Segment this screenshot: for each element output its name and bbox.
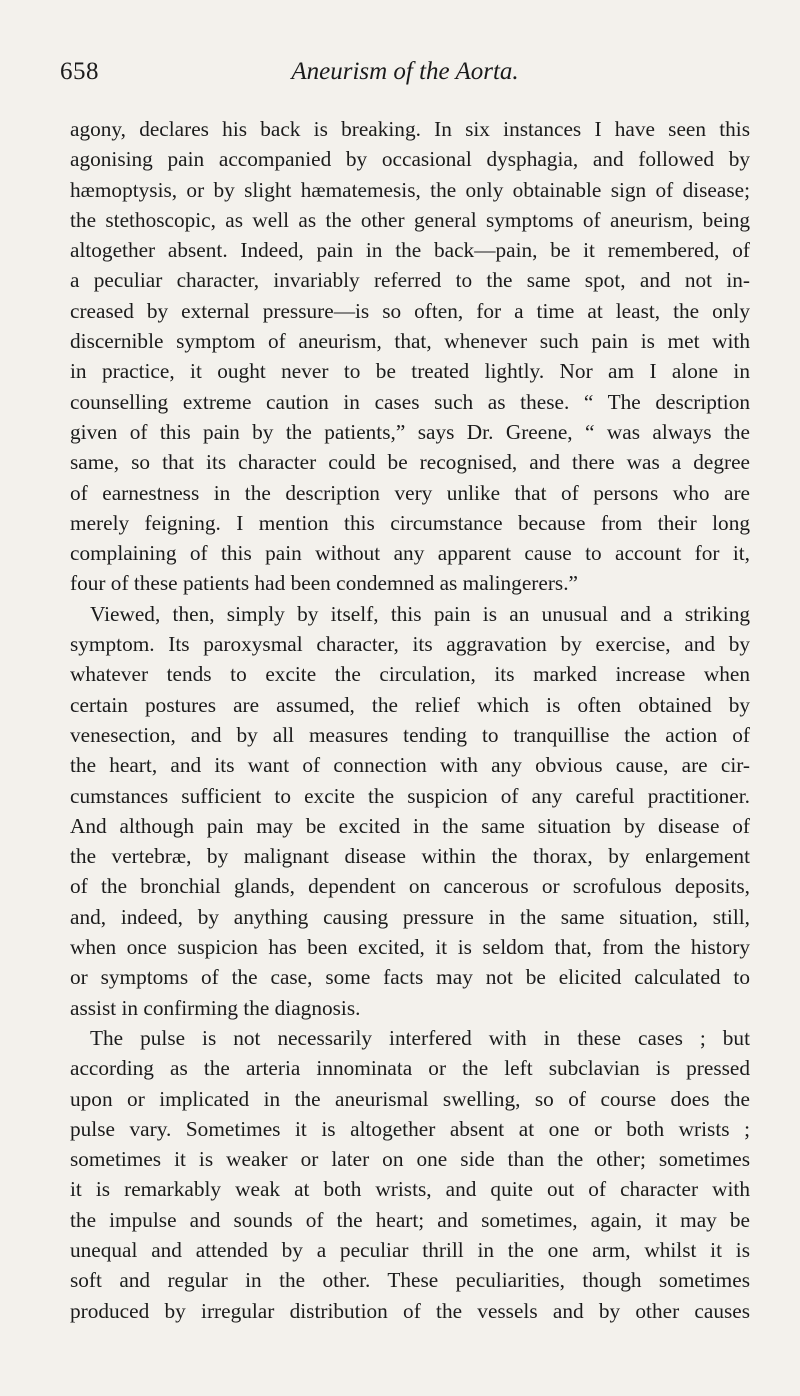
text-line: And although pain may be excited in the same situation by disease of xyxy=(70,813,750,838)
text-line: upon or implicated in the aneurismal swelling, so of course does the xyxy=(70,1086,750,1111)
text-line: the impulse and sounds of the heart; and sometimes, again, it may be xyxy=(70,1207,750,1232)
text-line: Viewed, then, simply by itself, this pain is an unusual and a striking xyxy=(90,601,750,626)
text-line: creased by external pressure—is so often, for a time at least, the only xyxy=(70,298,750,323)
page-header xyxy=(60,58,750,98)
text-line: complaining of this pain without any apparent cause to account for it, xyxy=(70,541,750,566)
text-line: in practice, it ought never to be treated lightly. Nor am I alone in xyxy=(70,359,750,384)
text-line: unequal and attended by a peculiar thrill in the one arm, whilst it is xyxy=(70,1237,750,1262)
text-line: and, indeed, by anything causing pressure in the same situation, still, xyxy=(70,904,750,929)
running-title: Aneurism of the Aorta. xyxy=(291,58,519,85)
text-line: whatever tends to excite the circulation, its marked increase when xyxy=(70,662,750,687)
text-line: venesection, and by all measures tending to tranquillise the action of xyxy=(70,722,750,747)
text-line: assist in confirming the diagnosis. xyxy=(70,995,361,1020)
text-line: the heart, and its want of connection with any obvious cause, are cir- xyxy=(70,753,750,778)
text-line: or symptoms of the case, some facts may not be elicited calculated to xyxy=(70,965,750,990)
text-line: soft and regular in the other. These peculiarities, though sometimes xyxy=(70,1268,750,1293)
text-line: cumstances sufficient to excite the suspicion of any careful practitioner. xyxy=(70,783,750,808)
text-line: altogether absent. Indeed, pain in the back—pain, be it remembered, of xyxy=(70,238,750,263)
text-line: certain postures are assumed, the relief which is often obtained by xyxy=(70,692,750,717)
text-line: the vertebræ, by malignant disease within the thorax, by enlargement xyxy=(70,844,750,869)
text-line: agonising pain accompanied by occasional dysphagia, and followed by xyxy=(70,147,750,172)
text-line: sometimes it is weaker or later on one side than the other; sometimes xyxy=(70,1147,750,1172)
text-line: counselling extreme caution in cases such as these. “ The description xyxy=(70,389,750,414)
text-line: produced by irregular distribution of the vessels and by other causes xyxy=(70,1298,750,1323)
page-number: 658 xyxy=(60,58,99,85)
body-text xyxy=(70,114,750,1326)
text-line: it is remarkably weak at both wrists, and quite out of character with xyxy=(70,1177,750,1202)
text-line: given of this pain by the patients,” says Dr. Greene, “ was always the xyxy=(70,419,750,444)
text-line: symptom. Its paroxysmal character, its aggravation by exercise, and by xyxy=(70,632,750,657)
text-line: a peculiar character, invariably referred to the same spot, and not in- xyxy=(70,268,750,293)
text-line: discernible symptom of aneurism, that, whenever such pain is met with xyxy=(70,329,750,354)
text-line: merely feigning. I mention this circumstance because from their long xyxy=(70,510,750,535)
text-line: according as the arteria innominata or the left subclavian is pressed xyxy=(70,1056,750,1081)
text-line: pulse vary. Sometimes it is altogether absent at one or both wrists ; xyxy=(70,1116,750,1141)
text-line: four of these patients had been condemned as malingerers.” xyxy=(70,571,578,596)
text-line: agony, declares his back is breaking. In six instances I have seen this xyxy=(70,117,750,141)
text-line: hæmoptysis, or by slight hæmatemesis, the only obtainable sign of disease; xyxy=(70,177,750,202)
text-line: of the bronchial glands, dependent on cancerous or scrofulous deposits, xyxy=(70,874,750,899)
text-line: same, so that its character could be recognised, and there was a degree xyxy=(70,450,750,475)
text-line: The pulse is not necessarily interfered with in these cases ; but xyxy=(90,1025,750,1050)
text-line: when once suspicion has been excited, it is seldom that, from the history xyxy=(70,935,750,960)
text-line: the stethoscopic, as well as the other general symptoms of aneurism, being xyxy=(70,207,750,232)
text-line: of earnestness in the description very unlike that of persons who are xyxy=(70,480,750,505)
